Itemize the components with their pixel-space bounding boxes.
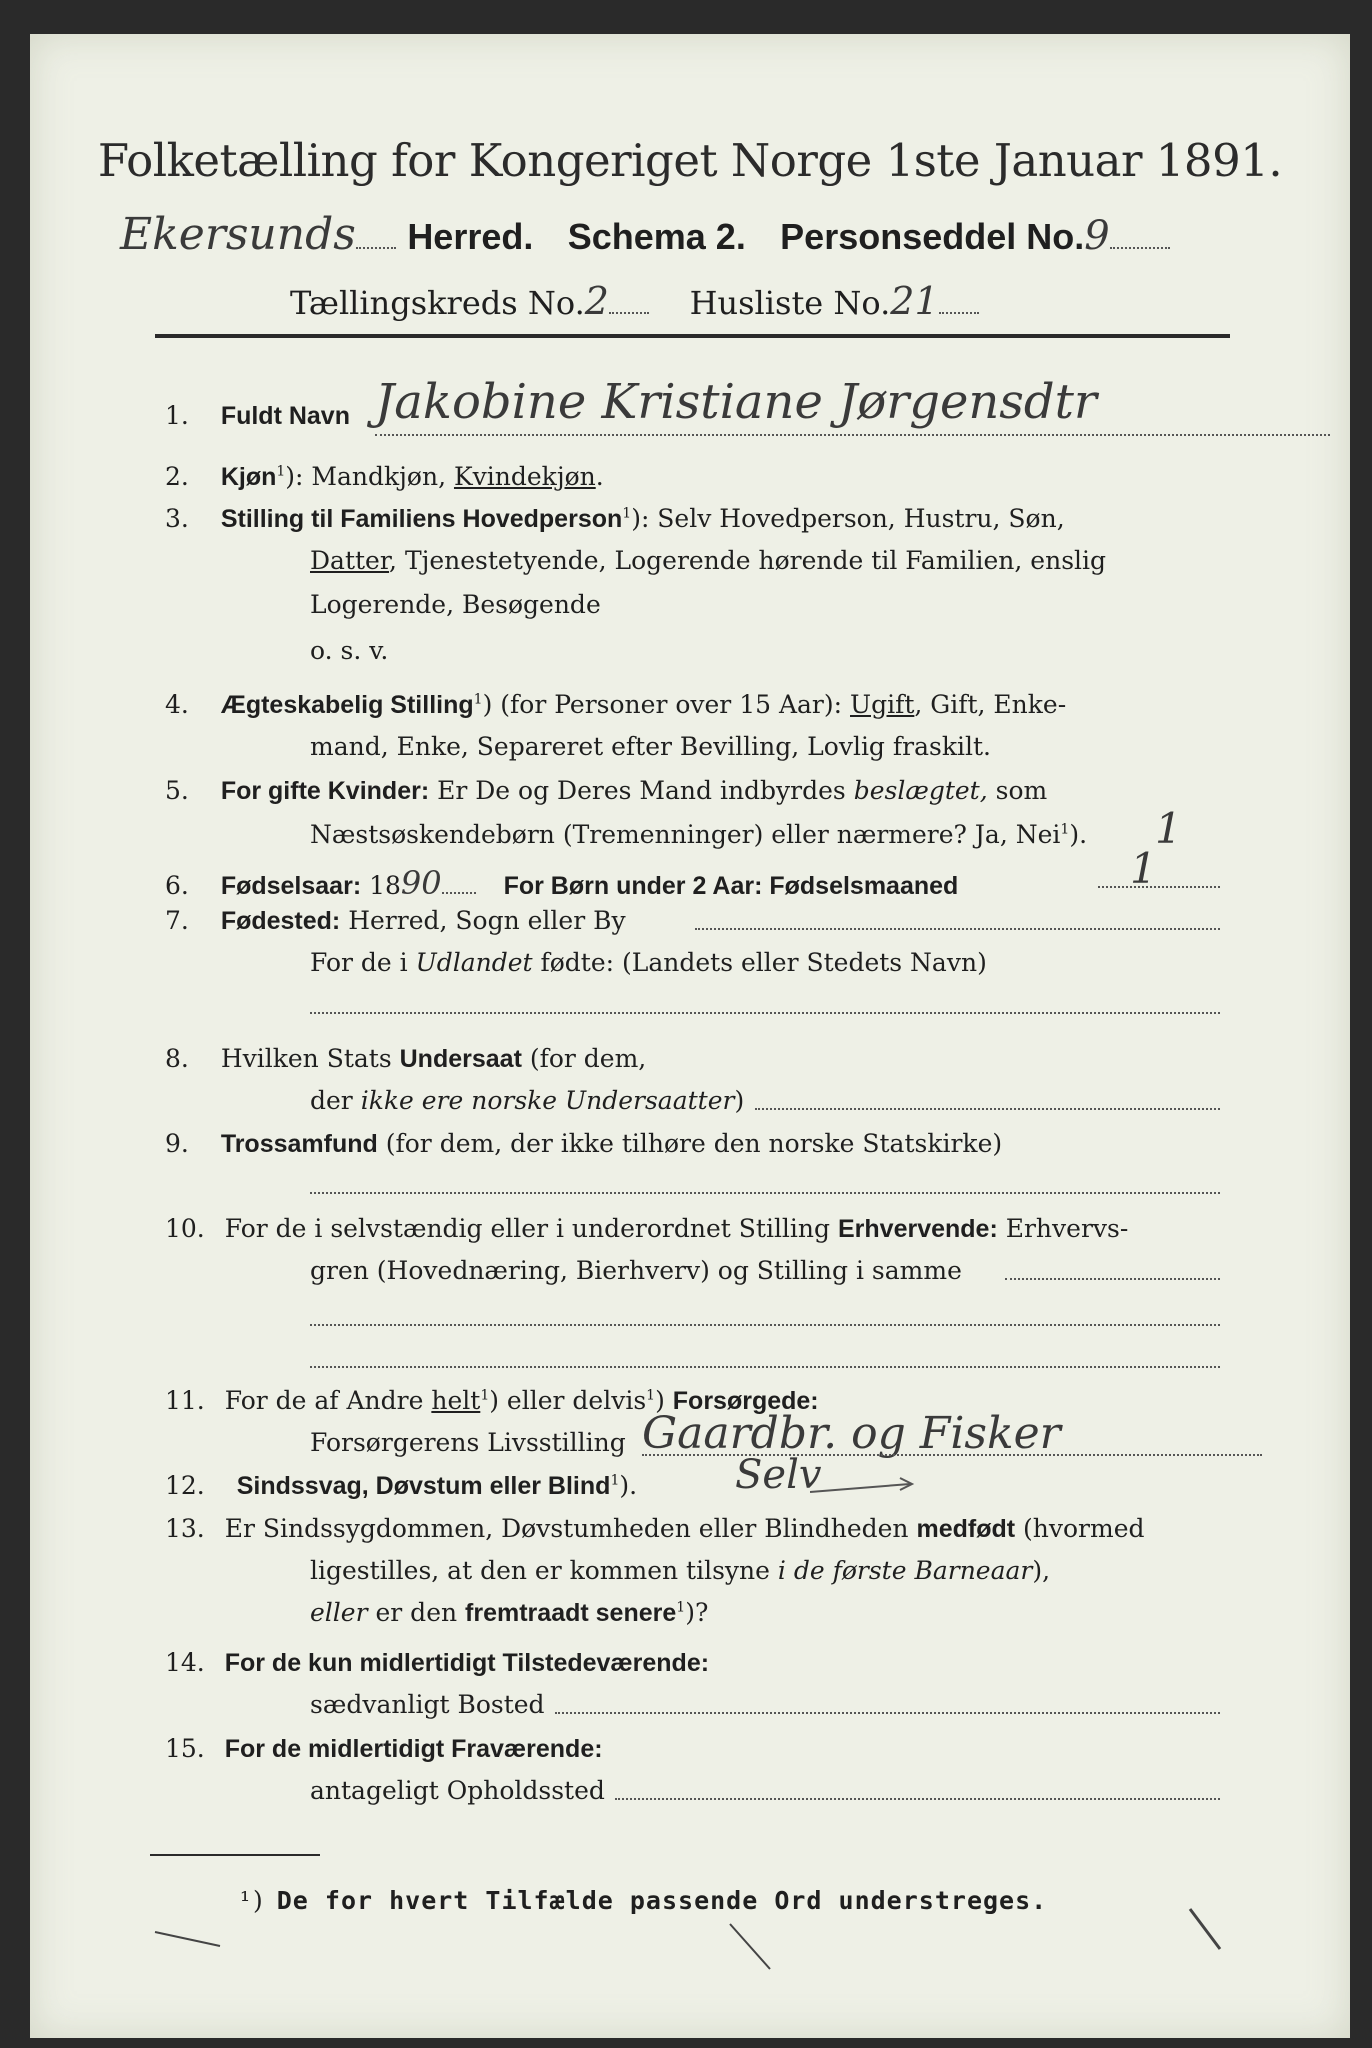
gender-selected: Kvindekjøn xyxy=(453,462,596,491)
non-norwegian-end: ) xyxy=(734,1086,745,1115)
item-number: 1. xyxy=(165,401,189,430)
item-13-line3 xyxy=(310,1598,708,1628)
related-word: beslægtet, xyxy=(853,776,988,805)
married-women-text-end: som xyxy=(987,776,1048,805)
marital-options: , Gift, Enke- xyxy=(914,690,1067,719)
later-end: )? xyxy=(685,1598,709,1627)
husliste-value: 21 xyxy=(890,279,939,323)
birth-month-label: For Børn under 2 Aar: Fødselsmaaned xyxy=(503,872,959,900)
item-4-line1 xyxy=(165,690,1066,720)
childhood-italic: i de første Barneaar xyxy=(777,1556,1033,1585)
footnote-mark: 1 xyxy=(480,1387,490,1404)
personseddel-value: 9 xyxy=(1084,213,1110,259)
foreign-born-text-end: fødte: (Landets eller Stedets Navn) xyxy=(532,948,987,977)
item-number: 10. xyxy=(165,1214,205,1243)
item-4-line2: mand, Enke, Separeret efter Bevilling, Lovlig fraskilt. xyxy=(310,732,991,761)
herred-line xyxy=(120,209,1170,260)
congenital-text: Er Sindssygdommen, Døvstumheden eller Blindheden xyxy=(224,1514,917,1543)
item-number: 7. xyxy=(165,906,189,935)
item-number: 4. xyxy=(165,690,189,719)
item-number: 9. xyxy=(165,1129,189,1158)
gender-label: Kjøn xyxy=(220,463,277,491)
item-7-line1 xyxy=(165,906,626,936)
footnote-mark: 1 xyxy=(646,1387,656,1404)
kreds-label: Tællingskreds No. xyxy=(290,284,585,322)
married-women-text: Er De og Deres Mand indbyrdes xyxy=(429,776,854,805)
foreign-born-line xyxy=(310,1012,1220,1014)
full-name-value: Jakobine Kristiane Jørgensdtr xyxy=(375,374,1097,430)
item-8-line2 xyxy=(310,1086,744,1115)
cousins-question: Næstsøskendebørn (Tremenninger) eller nærmere? Ja, Nei xyxy=(310,820,1061,849)
occupation-label: Erhvervende: xyxy=(837,1215,998,1243)
census-form-page xyxy=(30,34,1350,2038)
citizenship-text: Hvilken Stats xyxy=(220,1044,400,1073)
item-3-line2 xyxy=(310,546,1106,575)
childhood-end: ), xyxy=(1032,1556,1051,1585)
pen-mark-icon xyxy=(1180,1904,1240,1964)
item-11-line2: Forsørgerens Livsstilling xyxy=(310,1428,626,1457)
item-14-line1 xyxy=(165,1648,709,1678)
item-10-line2: gren (Hovednæring, Bierhverv) og Stilling i samme xyxy=(310,1256,962,1285)
personseddel-label: Personseddel No. xyxy=(780,216,1085,257)
item-1 xyxy=(165,401,350,431)
footnote-rule xyxy=(150,1854,320,1856)
footnote-mark: 1 xyxy=(473,691,483,708)
husliste-label: Husliste No. xyxy=(689,284,891,322)
later-text: er den xyxy=(367,1598,466,1627)
item-10-line1 xyxy=(165,1214,1128,1244)
birth-month-line xyxy=(1098,886,1220,888)
item-number: 14. xyxy=(165,1648,205,1677)
supported-label: Forsørgede: xyxy=(672,1387,819,1415)
footnote-text: De for hvert Tilfælde passende Ord understreges. xyxy=(276,1886,1048,1915)
non-norwegian-text: der xyxy=(310,1086,361,1115)
married-women-label: For gifte Kvinder: xyxy=(220,777,430,805)
supported-text: For de af Andre xyxy=(224,1386,432,1415)
item-7-line2 xyxy=(310,948,987,977)
birth-month-value: 1 xyxy=(1130,844,1157,893)
item-13-line2 xyxy=(310,1556,1050,1585)
item-15-line1 xyxy=(165,1734,603,1764)
family-position-selected: Datter xyxy=(310,546,390,575)
non-norwegian-italic: ikke ere norske Undersaatter xyxy=(360,1086,735,1115)
herred-value: Ekersunds xyxy=(120,209,356,260)
supported-partial: ) eller delvis xyxy=(489,1386,647,1415)
usual-residence-line xyxy=(555,1712,1220,1714)
later-label: fremtraadt senere xyxy=(465,1599,677,1627)
item-number: 11. xyxy=(165,1386,205,1415)
foreign-born-text: For de i xyxy=(310,948,416,977)
temporary-absent-label: For de midlertidigt Fraværende: xyxy=(224,1735,603,1763)
item-2 xyxy=(165,462,604,492)
item-number: 8. xyxy=(165,1044,189,1073)
birthplace-text: Herred, Sogn eller By xyxy=(340,906,626,935)
gender-options: ): Mandkjøn, xyxy=(285,462,454,491)
schema-label: Schema 2. xyxy=(567,216,746,257)
item-5-line1 xyxy=(165,776,1047,806)
footnote-mark: ¹) xyxy=(240,1886,266,1915)
citizenship-line xyxy=(755,1108,1220,1110)
pen-mark-icon xyxy=(150,1924,230,1954)
birth-year-prefix: 18 xyxy=(361,871,401,900)
gender-end: . xyxy=(595,462,604,491)
footnote-mark: 1 xyxy=(622,505,632,522)
footnote-mark: 1 xyxy=(610,1472,620,1489)
pen-mark-icon xyxy=(720,1919,780,1979)
congenital-text-end: (hvormed xyxy=(1015,1514,1145,1543)
family-position-options-2: , Tjenestetyende, Logerende hørende til Familien, enslig xyxy=(389,546,1107,575)
item-12 xyxy=(165,1471,637,1501)
item-13-line1 xyxy=(165,1514,1145,1544)
full-name-label: Fuldt Navn xyxy=(220,402,350,430)
item-3-line4: o. s. v. xyxy=(310,636,389,665)
supported-selected: helt xyxy=(431,1386,481,1415)
religion-label: Trossamfund xyxy=(220,1130,378,1158)
family-position-label: Stilling til Familiens Hovedperson xyxy=(220,505,623,533)
marital-label: Ægteskabelig Stilling xyxy=(220,691,474,719)
cousins-question-end: ). xyxy=(1069,820,1088,849)
header-rule xyxy=(155,334,1230,338)
abroad-word: Udlandet xyxy=(415,948,533,977)
marital-selected: Ugift xyxy=(850,690,915,719)
marital-text: ) (for Personer over 15 Aar): xyxy=(482,690,850,719)
disability-value: Selv xyxy=(735,1452,822,1498)
item-number: 13. xyxy=(165,1514,205,1543)
occupation-line-3 xyxy=(310,1366,1220,1368)
birth-year-label: Fødselsaar: xyxy=(220,872,362,900)
footnote-mark: 1 xyxy=(1060,821,1070,838)
item-6 xyxy=(165,864,958,902)
item-number: 6. xyxy=(165,871,189,900)
congenital-label: medfødt xyxy=(916,1515,1016,1543)
married-women-answer: 1 xyxy=(1155,804,1182,853)
childhood-text: ligestilles, at den er kommen tilsyne xyxy=(310,1556,778,1585)
full-name-line xyxy=(375,434,1330,436)
kreds-value: 2 xyxy=(584,279,609,323)
item-8-line1 xyxy=(165,1044,646,1074)
citizenship-text-end: (for dem, xyxy=(521,1044,647,1073)
item-9 xyxy=(165,1129,1002,1159)
citizenship-label: Undersaat xyxy=(399,1045,522,1073)
presumed-residence-line xyxy=(615,1798,1220,1800)
disability-end: ). xyxy=(619,1471,638,1500)
item-3-line1 xyxy=(165,504,1065,534)
or-italic: eller xyxy=(310,1598,368,1627)
temporary-present-label: For de kun midlertidigt Tilstedeværende: xyxy=(224,1649,710,1677)
religion-line xyxy=(310,1192,1220,1194)
religion-text: (for dem, der ikke tilhøre den norske Statskirke) xyxy=(377,1129,1003,1158)
herred-label: Herred. xyxy=(407,216,534,257)
item-5-line2 xyxy=(310,820,1087,849)
birth-year-value: 90 xyxy=(400,864,442,902)
occupation-text: For de i selvstændig eller i underordnet Stilling xyxy=(224,1214,838,1243)
item-3-line3: Logerende, Besøgende xyxy=(310,590,601,619)
supported-partial-end: ) xyxy=(655,1386,673,1415)
occupation-line-2 xyxy=(310,1324,1220,1326)
birthplace-line xyxy=(695,928,1220,930)
item-number: 15. xyxy=(165,1734,205,1763)
item-number: 3. xyxy=(165,504,189,533)
disability-label: Sindssvag, Døvstum eller Blind xyxy=(236,1472,611,1500)
birthplace-label: Fødested: xyxy=(220,907,341,935)
footnote-mark: 1 xyxy=(276,463,286,480)
kreds-line xyxy=(290,279,979,323)
item-number: 2. xyxy=(165,462,189,491)
provider-occupation-value: Gaardbr. og Fisker xyxy=(642,1408,1061,1459)
item-number: 12. xyxy=(165,1471,205,1500)
footnote xyxy=(240,1886,1047,1915)
item-14-line2: sædvanligt Bosted xyxy=(310,1690,545,1719)
item-number: 5. xyxy=(165,776,189,805)
occupation-text-end: Erhvervs- xyxy=(997,1214,1129,1243)
occupation-line-1 xyxy=(1005,1278,1220,1280)
item-15-line2: antageligt Opholdssted xyxy=(310,1776,605,1805)
form-title: Folketælling for Kongeriget Norge 1ste Januar 1891. xyxy=(97,134,1283,187)
family-position-options: ): Selv Hovedperson, Hustru, Søn, xyxy=(631,504,1065,533)
arrow-mark-icon xyxy=(810,1474,920,1498)
footnote-mark: 1 xyxy=(676,1599,686,1616)
